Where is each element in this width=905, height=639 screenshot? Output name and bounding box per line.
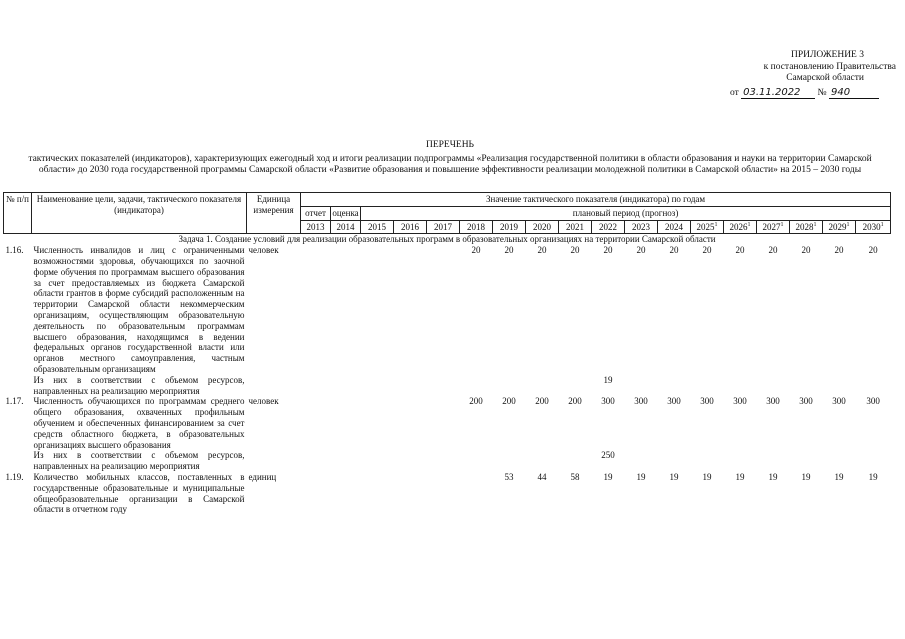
indicator-row	[4, 396, 891, 450]
indicator-value: 300	[866, 396, 880, 407]
indicator-value: 19	[768, 471, 778, 482]
indicator-name: Количество мобильных классов, поставленных в государственные образовательные и муниципальные общеобразовательные организации в Самарской области в отчетном году	[33, 471, 245, 515]
indicator-value: 20	[669, 245, 679, 256]
indicator-value: 300	[667, 396, 681, 407]
subindicator-value: 250	[601, 450, 615, 461]
indicator-value	[331, 396, 361, 450]
indicator-value	[301, 396, 331, 450]
header-year: 2024	[658, 220, 691, 234]
indicator-value: 300	[766, 396, 780, 407]
year-label: 2027	[762, 221, 781, 232]
indicators-table	[3, 192, 891, 515]
heading-subtitle: тактических показателей (индикаторов), характеризующих ежегодный ход и итоги реализации подпрограммы «Реализация государственной политики в области образования и науки на территории Самарской области» до 2030 года государственной программы Самарской области «Развитие образования и повышение эффективности реализации молодежной политики в Самарской области» на 2015 – 2030 годы	[28, 153, 872, 175]
indicator-value	[331, 245, 361, 375]
subindicator-value	[526, 450, 559, 472]
indicator-value: 20	[801, 245, 811, 256]
header-year: 2016	[394, 220, 427, 234]
subindicator-value	[790, 450, 823, 472]
indicator-value: 300	[634, 396, 648, 407]
indicator-value: 20	[471, 245, 481, 256]
header-year: 2023	[625, 220, 658, 234]
indicator-value: 19	[603, 471, 613, 482]
subindicator-value	[856, 375, 891, 397]
header-report: отчет	[301, 206, 331, 220]
header-year-marked	[823, 220, 856, 234]
resolution-date: 03.11.2022	[741, 87, 815, 100]
year-footnote-mark: 1	[747, 221, 751, 228]
indicator-value	[394, 396, 427, 450]
year-footnote-mark: 1	[714, 221, 718, 228]
indicator-value: 300	[733, 396, 747, 407]
subindicator-value	[757, 450, 790, 472]
subindicator-value	[331, 450, 361, 472]
header-year: 2022	[592, 220, 625, 234]
subindicator-value	[691, 450, 724, 472]
indicator-row	[4, 472, 891, 515]
header-year-marked	[856, 220, 891, 234]
indicator-value	[361, 245, 394, 375]
year-footnote-mark: 1	[780, 221, 784, 228]
number-label: №	[817, 87, 827, 98]
indicator-value: 200	[469, 396, 483, 407]
subindicator-value	[757, 375, 790, 397]
subindicator-value	[394, 375, 427, 397]
appendix-stamp	[706, 50, 896, 99]
indicator-value: 300	[799, 396, 813, 407]
row-number-empty	[4, 375, 32, 397]
header-year: 2018	[460, 220, 493, 234]
indicator-value: 20	[636, 245, 646, 256]
subindicator-value	[460, 375, 493, 397]
indicator-value: 19	[669, 471, 679, 482]
subindicator-value	[823, 375, 856, 397]
indicator-unit: человек	[248, 396, 279, 407]
header-year: 2014	[331, 220, 361, 234]
indicator-value: 300	[601, 396, 615, 407]
subindicator-value	[394, 450, 427, 472]
header-plan-period: плановый период (прогноз)	[361, 206, 891, 220]
header-year-marked	[724, 220, 757, 234]
indicator-value: 20	[504, 245, 514, 256]
indicator-value: 20	[570, 245, 580, 256]
indicator-value: 19	[702, 471, 712, 482]
header-year: 2021	[559, 220, 592, 234]
indicator-value: 19	[801, 471, 811, 482]
indicator-value: 200	[568, 396, 582, 407]
indicator-value: 20	[702, 245, 712, 256]
header-year: 2017	[427, 220, 460, 234]
subindicator-unit-empty	[247, 450, 301, 472]
subindicator-value	[691, 375, 724, 397]
year-footnote-mark: 1	[813, 221, 817, 228]
resolution-number: 940	[829, 87, 879, 100]
subindicator-value	[427, 450, 460, 472]
year-label: 2029	[828, 221, 847, 232]
subindicator-value	[625, 450, 658, 472]
indicator-value: 300	[832, 396, 846, 407]
year-footnote-mark: 1	[846, 221, 850, 228]
indicator-value	[331, 472, 361, 515]
row-number: 1.19.	[5, 471, 24, 482]
subindicator-value	[724, 450, 757, 472]
indicator-value: 20	[768, 245, 778, 256]
subindicator-name: Из них в соответствии с объемом ресурсов, направленных на реализацию мероприятия	[33, 450, 245, 472]
subindicator-value	[790, 375, 823, 397]
row-number-empty	[4, 450, 32, 472]
indicator-value: 200	[535, 396, 549, 407]
indicator-value: 20	[834, 245, 844, 256]
year-label: 2028	[795, 221, 814, 232]
subindicator-value	[361, 450, 394, 472]
header-values-group: Значение тактического показателя (индикатора) по годам	[301, 193, 891, 207]
subindicator-name: Из них в соответствии с объемом ресурсов, направленных на реализацию мероприятия	[33, 374, 245, 396]
indicator-value: 19	[735, 471, 745, 482]
indicator-value: 53	[504, 471, 514, 482]
indicator-value: 20	[537, 245, 547, 256]
row-number: 1.17.	[5, 396, 24, 407]
subindicator-value	[724, 375, 757, 397]
indicator-value: 20	[868, 245, 878, 256]
indicator-name: Численность обучающихся по программам среднего общего образования, охваченных профильным обучением и обеспеченных финансированием за счет средств областного бюджета, в образовательных организациях высшего образования	[33, 396, 245, 450]
indicator-unit: человек	[248, 245, 279, 256]
indicator-value: 20	[735, 245, 745, 256]
indicator-value	[394, 245, 427, 375]
row-number: 1.16.	[5, 245, 24, 256]
indicator-subrow	[4, 375, 891, 397]
task-title: Задача 1. Создание условий для реализации образовательных программ в образовательных организациях на территории Самарской области	[178, 234, 716, 245]
indicator-value	[301, 472, 331, 515]
header-year: 2015	[361, 220, 394, 234]
subindicator-value	[559, 375, 592, 397]
header-estimate: оценка	[331, 206, 361, 220]
appendix-line-2: Самарской области	[786, 73, 864, 83]
indicator-value	[427, 472, 460, 515]
indicator-value: 44	[537, 471, 547, 482]
heading-title: ПЕРЕЧЕНЬ	[425, 140, 475, 150]
indicator-unit: единиц	[248, 471, 277, 482]
subindicator-value	[460, 450, 493, 472]
header-year-marked	[691, 220, 724, 234]
indicator-subrow	[4, 450, 891, 472]
subindicator-value	[331, 375, 361, 397]
subindicator-value	[856, 450, 891, 472]
subindicator-value	[301, 450, 331, 472]
subindicator-value	[493, 450, 526, 472]
indicator-value: 19	[834, 471, 844, 482]
indicator-value: 200	[502, 396, 516, 407]
subindicator-value	[559, 450, 592, 472]
indicator-value	[427, 396, 460, 450]
subindicator-unit-empty	[247, 375, 301, 397]
header-year-marked	[757, 220, 790, 234]
indicator-value: 19	[636, 471, 646, 482]
year-label: 2025	[696, 221, 715, 232]
appendix-line-1: к постановлению Правительства	[763, 61, 896, 72]
subindicator-value	[301, 375, 331, 397]
subindicator-value	[493, 375, 526, 397]
year-label: 2026	[729, 221, 748, 232]
subindicator-value	[526, 375, 559, 397]
header-num: № п/п	[4, 193, 32, 234]
year-footnote-mark: 1	[880, 221, 884, 228]
header-year: 2020	[526, 220, 559, 234]
from-label: от	[730, 87, 739, 98]
task-row	[4, 234, 891, 245]
indicator-value	[394, 472, 427, 515]
indicator-value	[427, 245, 460, 375]
header-unit: Единица измерения	[247, 193, 301, 234]
appendix-signature-line	[706, 87, 896, 100]
indicator-value: 19	[868, 471, 878, 482]
indicator-value: 20	[603, 245, 613, 256]
subindicator-value	[625, 375, 658, 397]
appendix-title: ПРИЛОЖЕНИЕ 3	[790, 50, 864, 60]
header-name: Наименование цели, задачи, тактического показателя (индикатора)	[32, 193, 247, 234]
subindicator-value	[823, 450, 856, 472]
indicator-value: 300	[700, 396, 714, 407]
header-year: 2019	[493, 220, 526, 234]
indicator-value	[301, 245, 331, 375]
indicator-value: 58	[570, 471, 580, 482]
document-heading	[20, 140, 880, 177]
subindicator-value	[427, 375, 460, 397]
subindicator-value	[658, 450, 691, 472]
subindicator-value: 19	[603, 374, 613, 385]
indicator-value	[361, 472, 394, 515]
subindicator-value	[658, 375, 691, 397]
subindicator-value	[361, 375, 394, 397]
indicator-row	[4, 245, 891, 375]
indicator-name: Численность инвалидов и лиц с ограниченными возможностями здоровья, обучающихся по заочной форме обучения по программам высшего образования за счет предоставляемых из бюджета Самарской области грантов в форме субсидий расположенным на территории Самарской области некоммерческим организациям, осуществляющим образовательную деятельность по образовательным программам высшего образования, находящимся в ведении федеральных органов государственной власти или органов местного самоуправления, частным образовательным организациям	[33, 245, 245, 374]
indicator-value	[361, 396, 394, 450]
header-year: 2013	[301, 220, 331, 234]
indicator-value	[460, 472, 493, 515]
year-label: 2030	[862, 221, 881, 232]
header-year-marked	[790, 220, 823, 234]
